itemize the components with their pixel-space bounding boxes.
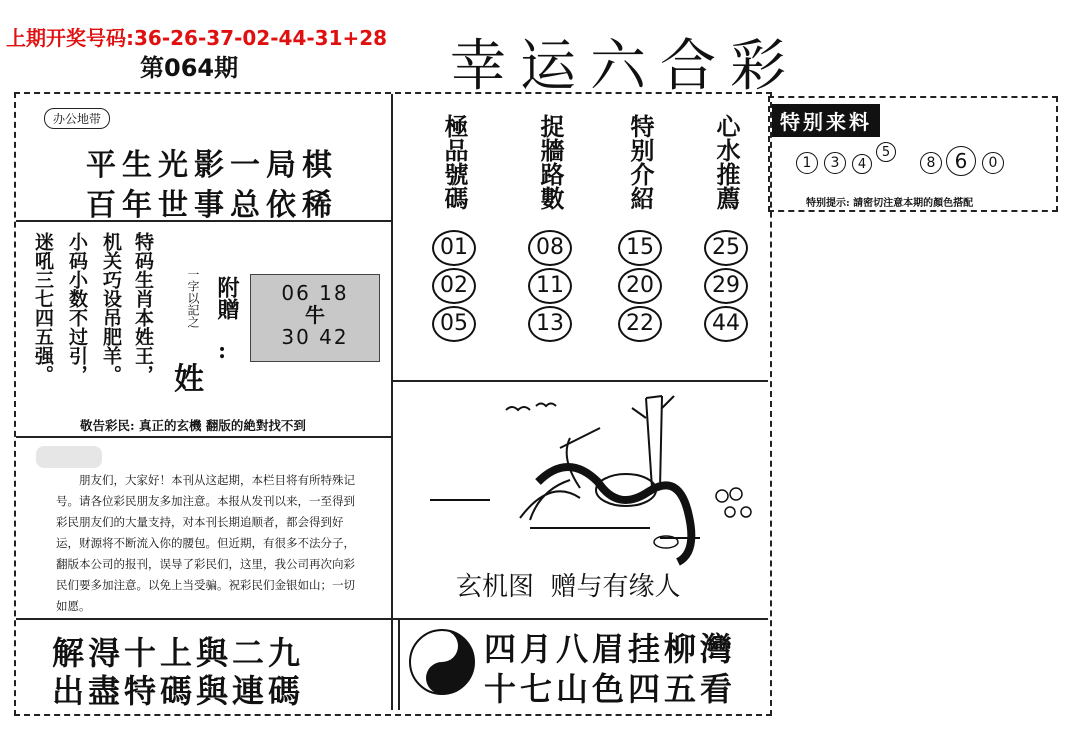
page-title: 幸运六合彩 — [450, 34, 800, 99]
pick-heading-2: 捉牆路數 — [536, 114, 565, 210]
stick — [560, 428, 600, 448]
pick-number: 44 — [704, 306, 748, 342]
special-digits — [796, 140, 1026, 184]
pick-number: 20 — [618, 268, 662, 304]
last-draw-label: 上期开奖号码:36-26-37-02-44-31+28 — [6, 26, 388, 50]
puzzle-illustration — [410, 388, 760, 568]
pick-number: 02 — [432, 268, 476, 304]
bottom-left-line-2: 出盡特碼與連碼 — [52, 672, 305, 710]
coin-icon — [730, 488, 742, 500]
hint-fuzeng: 附贈 — [214, 276, 240, 320]
bottom-mid-line-1: 四月八眉挂柳灣 — [484, 630, 737, 668]
hint-side-text: 一字以記之 — [186, 268, 200, 328]
office-tag — [44, 108, 110, 129]
pick-heading-1: 極品號碼 — [440, 114, 469, 210]
verse-col-4: 迷吼三七四五强。 — [32, 232, 54, 384]
bottom-mid-line-2: 十七山色四五看 — [484, 670, 737, 708]
hint-nums-top: 06 18 — [281, 281, 349, 305]
special-digit: 4 — [852, 154, 872, 174]
divider-h3 — [16, 618, 768, 620]
bottom-left-line-1: 解淂十上與二九 — [52, 634, 305, 672]
notice-line: 敬告彩民: 真正的玄機 翻版的絶對找不到 — [80, 418, 306, 433]
pick-col-2 — [520, 100, 580, 342]
ground — [430, 500, 700, 538]
poem-line-2: 百年世事总依稀 — [86, 188, 338, 223]
pick-number: 11 — [528, 268, 572, 304]
pick-number: 29 — [704, 268, 748, 304]
hint-surname: 姓 — [174, 362, 204, 397]
verse-col-1: 特码生肖本姓王， — [132, 232, 154, 384]
picks-grid — [424, 100, 764, 340]
pick-number: 13 — [528, 306, 572, 342]
coin-icon — [716, 490, 728, 502]
special-digit: 0 — [982, 152, 1004, 174]
puzzle-caption: 玄机图 赠与有缘人 — [456, 572, 681, 602]
divider-vertical-bottom — [398, 620, 400, 710]
pick-col-4 — [696, 100, 756, 342]
special-title: 特别来料 — [772, 104, 880, 137]
tree-trunk — [646, 396, 662, 488]
branch — [632, 396, 674, 418]
letter-paragraph: 朋友们，大家好！本刊从这起期，本栏目将有所特殊记号。请各位彩民朋友多加注意。本报从发刊以来，一至得到彩民朋友们的大量支持，对本刊长期追顺者，都会得到好运，财源将不断流入你的腰包。但近期，有很多不法分子，翻版本公司的报刊，误导了彩民们，这里，我公司再次向彩民们要多加注意。以免上当受骗。祝彩民们金银如山；一切如愿。 — [56, 473, 355, 613]
pick-heading-3: 特别介紹 — [626, 114, 655, 210]
pick-number: 05 — [432, 306, 476, 342]
special-digit: 8 — [920, 152, 942, 174]
bird-icon — [536, 404, 556, 407]
pick-number: 08 — [528, 230, 572, 266]
coin-icon — [725, 507, 735, 517]
special-digit: 1 — [796, 152, 818, 174]
pick-col-1 — [424, 100, 484, 342]
hint-colon: : — [218, 338, 227, 364]
special-digit: 3 — [824, 152, 846, 174]
poem-line-1: 平生光影一局棋 — [86, 148, 338, 183]
pick-number: 25 — [704, 230, 748, 266]
hint-zodiac: 牛 — [305, 303, 325, 327]
special-digit: 5 — [876, 142, 896, 162]
divider-h2 — [16, 436, 391, 438]
bird-icon — [506, 407, 530, 410]
pick-number: 01 — [432, 230, 476, 266]
grass — [520, 438, 580, 520]
divider-h4 — [393, 380, 768, 382]
issue-number: 第064期 — [140, 54, 239, 82]
pick-number: 15 — [618, 230, 662, 266]
special-digit: 6 — [946, 146, 976, 176]
coin-icon — [741, 507, 751, 517]
verse-col-2: 机关巧设吊肥羊。 — [100, 232, 122, 384]
verse-col-3: 小码小数不过引， — [66, 232, 88, 384]
office-tag-text: 办公地带 — [53, 112, 102, 126]
hint-nums-bottom: 30 42 — [281, 325, 349, 349]
hint-box — [250, 274, 380, 362]
letter-logo — [36, 446, 102, 468]
special-tip: 特别提示: 請密切注意本期的顏色搭配 — [806, 198, 974, 209]
yin-yang-icon — [408, 628, 476, 696]
pick-number: 22 — [618, 306, 662, 342]
pick-col-3 — [610, 100, 670, 342]
pick-heading-4: 心水推薦 — [712, 114, 741, 210]
